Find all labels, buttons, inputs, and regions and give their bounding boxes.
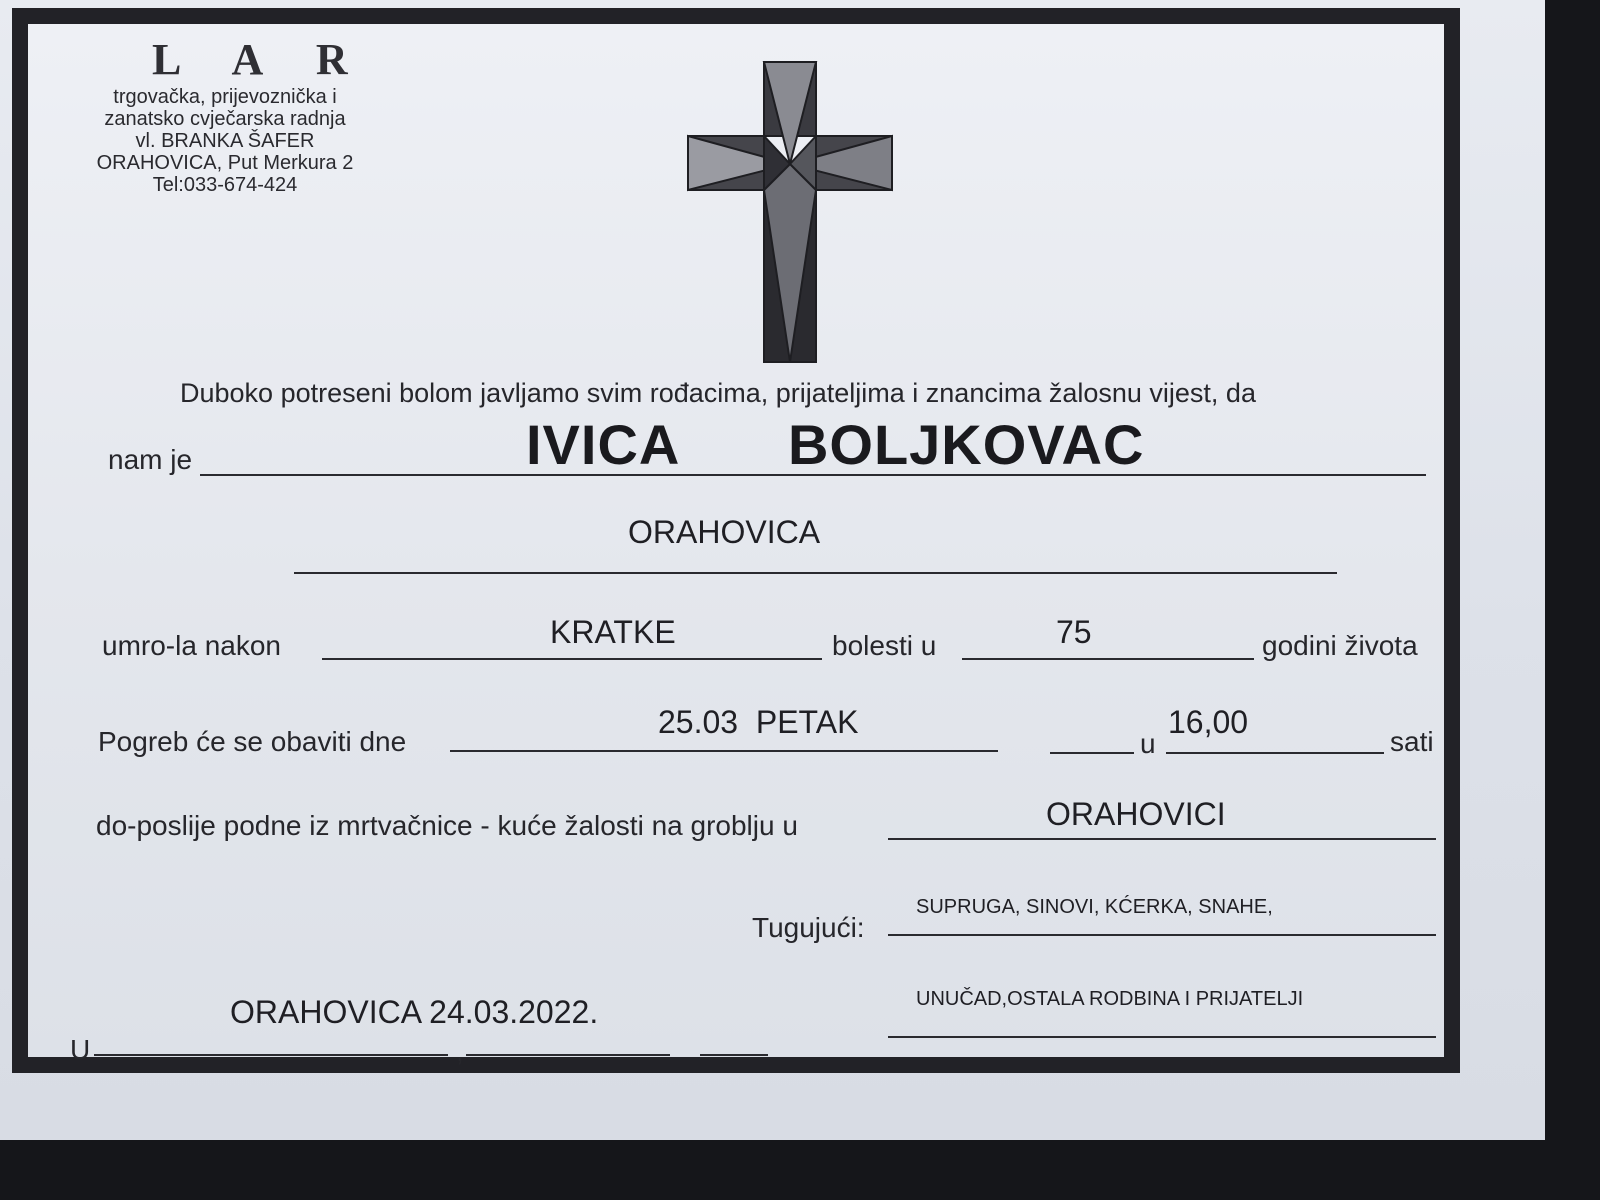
mourners-underline1 — [888, 934, 1436, 936]
year-underline — [700, 1054, 768, 1056]
place-underline — [94, 1054, 448, 1056]
company-line: Tel:033-674-424 — [152, 174, 298, 196]
illness-value: KRATKE — [550, 614, 676, 650]
company-line: zanatsko cvječarska radnja — [104, 108, 346, 130]
funeral-label: Pogreb će se obaviti dne — [98, 726, 407, 757]
sati-label: sati — [1390, 726, 1434, 757]
blank-underline — [1050, 752, 1134, 754]
company-logo: L A R — [152, 35, 370, 84]
age-value: 75 — [1056, 614, 1092, 650]
place-date-prefix: U — [70, 1034, 91, 1065]
age-underline — [962, 658, 1254, 660]
funeral-time-value: 16,00 — [1168, 704, 1249, 740]
died-label: umro-la nakon — [102, 630, 281, 661]
mourners-line1: SUPRUGA, SINOVI, KĆERKA, SNAHE, — [916, 896, 1273, 918]
funeral-date-underline — [450, 750, 998, 752]
residence-underline — [294, 572, 1337, 574]
comma-text: , — [456, 1036, 464, 1067]
illness-underline — [322, 658, 822, 660]
company-line: ORAHOVICA, Put Merkura 2 — [96, 152, 354, 174]
company-line: trgovačka, prijevoznička i — [113, 86, 337, 108]
mourners-underline2 — [888, 1036, 1436, 1038]
time-underline — [1166, 752, 1384, 754]
mourners-label: Tugujući: — [752, 912, 865, 943]
location-label: do-poslije podne iz mrtvačnice - kuće žalosti na groblju u — [96, 810, 798, 841]
company-info — [70, 86, 380, 196]
residence-value: ORAHOVICA — [628, 514, 821, 550]
age-label: godini života — [1262, 630, 1418, 661]
illness-label: bolesti u — [832, 630, 937, 661]
funeral-date-value: 25.03 PETAK — [658, 704, 859, 740]
date-underline — [466, 1054, 670, 1056]
place-date-value: ORAHOVICA 24.03.2022. — [230, 994, 599, 1030]
intro-text: Duboko potreseni bolom javljamo svim rođacima, prijateljima i znancima žalosnu vijest, da — [180, 378, 1256, 408]
mourners-line2: UNUČAD,OSTALA RODBINA I PRIJATELJI — [916, 988, 1304, 1010]
deceased-name: IVICA BOLJKOVAC — [526, 413, 1145, 476]
nam-je-label: nam je — [108, 444, 193, 475]
cemetery-underline — [888, 838, 1436, 840]
cemetery-value: ORAHOVICI — [1046, 796, 1226, 832]
company-line: vl. BRANKA ŠAFER — [135, 130, 315, 152]
cross-icon — [686, 60, 894, 364]
time-u-label: u — [1140, 728, 1156, 759]
